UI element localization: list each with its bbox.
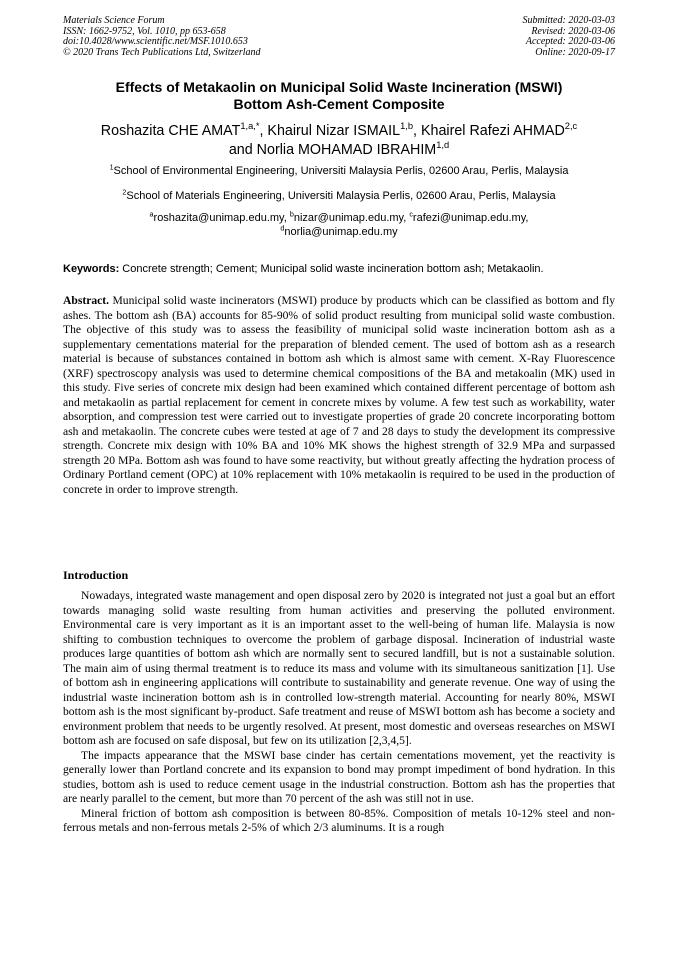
journal-doi: doi:10.4028/www.scientific.net/MSF.1010.653 xyxy=(63,36,248,47)
affiliation-text: School of Materials Engineering, Universiti Malaysia Perlis, 02600 Arau, Perlis, Malaysia xyxy=(126,190,556,202)
title-line-1: Effects of Metakaolin on Municipal Solid Waste Incineration (MSWI) xyxy=(115,79,563,95)
author-emails xyxy=(63,211,615,239)
author-affiliation-marker: 1,a,* xyxy=(240,121,260,132)
email-marker: d xyxy=(280,224,285,233)
email-address: norlia@unimap.edu.my xyxy=(284,226,398,238)
affiliation-1 xyxy=(63,165,615,178)
author-name: Roshazita CHE AMAT xyxy=(100,123,241,139)
keywords-label: Keywords: xyxy=(63,263,120,275)
email-line-2 xyxy=(63,225,615,239)
email-marker: c xyxy=(409,210,413,219)
affiliation-marker: 1 xyxy=(109,163,114,172)
abstract-text: Municipal solid waste incinerators (MSWI) produce by products which can be classified as bottom and fly ashes. The bottom ash (BA) accounts for 85-90% of solid product resulting from municipal solid waste combustion. The objective of this study was to assess the feasibility of municipal solid waste incineration bottom ash as a supplementary cementations material for the preparation of blended cement. The used of bottom ash as a research material is because of substances contained in bottom ash which is almost same with cement. X-Ray Fluorescence (XRF) spectroscopy analysis was used to determine chemical compositions of the BA and metakoalin (MK) used in this study. Five series of concrete mix design had been examined which contained different percentage of bottom ash and metakaolin as partial replacement for cement in concrete mixes by volume. A few test such as workability, water absorption, and compression test were carried out to investigate properties of grade 20 concrete incorporating bottom ash and metakaolin. The concrete cubes were tested at age of 7 and 28 days to study the development its compressive strength. Concrete mix design with 10% BA and 10% MK shows the highest strength of 32.9 MPa and surpassed strength 20 MPa. Bottom ash was found to have some reactivity, but without greatly affecting the hydration process of Ordinary Portland cement (OPC) at 10% replacement with 10% metakaolin is required to be used in the production of concrete in order to improve strength. xyxy=(63,294,615,496)
author-line-1 xyxy=(63,122,615,141)
email-address: nizar@unimap.edu.my, xyxy=(293,212,410,224)
paragraph: The impacts appearance that the MSWI base cinder has certain cementations movement, yet the reactivity is generally lower than Portland concrete and its expansion to bond may prompt impediment of bond hydration. In this studies, bottom ash is used to reduce cement usage in the industrial construction. Bottom ash has the properties that are nearly parallel to the cement, but more than 70 percent of the ash was still not in use. xyxy=(63,748,615,805)
section-heading-introduction: Introduction xyxy=(63,568,129,582)
journal-name: Materials Science Forum xyxy=(63,15,165,26)
keywords-text: Concrete strength; Cement; Municipal solid waste incineration bottom ash; Metakaolin. xyxy=(119,263,544,275)
date-submitted: Submitted: 2020-03-03 xyxy=(522,15,615,26)
date-online: Online: 2020-09-17 xyxy=(535,46,615,58)
paragraph: Nowadays, integrated waste management and open disposal zero by 2020 is integrated not just a goal but an effort towards managing solid waste resulting from human activities and preserving the polluted environment. Environmental care is very important as it is an important asset to the well-being of human life. Malaysia is now shifting to combustion techniques to overcome the problem of garbage disposal. Incineration of industrial waste produces large quantities of bottom ash which are normally sent to secured landfill, but is not a sustainable solution. The main aim of using thermal treatment is to reduce its mass and volume with its simultaneous sanitization [1]. Use of bottom ash in engineering applications will contribute to sustainability and generate revenue. One way of using the industrial waste incineration bottom ash is in controlled low-strength material. Accounting for nearly 80%, MSWI bottom ash is the most significant by-product. Safe treatment and reuse of MSWI bottom ash has become a society and environment problem that needs to be urgently resolved. At present, most domestic and overseas researches on MSWI bottom ash are focused on safe disposal, but few on its utilization [2,3,4,5]. xyxy=(63,589,615,747)
introduction-body xyxy=(63,589,615,836)
author-name: Khairul Nizar ISMAIL xyxy=(267,123,401,139)
email-marker: b xyxy=(289,210,294,219)
email-address: rafezi@unimap.edu.my, xyxy=(412,212,529,224)
email-address: roshazita@unimap.edu.my, xyxy=(153,212,290,224)
email-line-1 xyxy=(63,211,615,225)
abstract-label: Abstract. xyxy=(63,294,110,307)
author-separator: , xyxy=(259,123,268,139)
author-name: and Norlia MOHAMAD IBRAHIM xyxy=(228,142,437,158)
paper-title xyxy=(63,79,615,113)
author-name: Khairel Rafezi AHMAD xyxy=(420,123,565,139)
journal-info xyxy=(63,16,261,58)
author-affiliation-marker: 2,c xyxy=(564,121,578,132)
author-affiliation-marker: 1,d xyxy=(436,140,450,151)
keywords xyxy=(63,262,615,276)
author-line-2 xyxy=(63,141,615,160)
date-accepted: Accepted: 2020-03-06 xyxy=(525,36,615,47)
affiliation-marker: 2 xyxy=(122,188,127,197)
email-marker: a xyxy=(149,210,154,219)
affiliation-2 xyxy=(63,190,615,203)
author-affiliation-marker: 1,b xyxy=(400,121,414,132)
date-revised: Revised: 2020-03-06 xyxy=(531,25,615,37)
title-line-2: Bottom Ash-Cement Composite xyxy=(233,96,445,112)
journal-copyright: © 2020 Trans Tech Publications Ltd, Switzerland xyxy=(63,46,261,58)
abstract xyxy=(63,294,615,497)
journal-issn: ISSN: 1662-9752, Vol. 1010, pp 653-658 xyxy=(63,25,226,37)
author-list xyxy=(63,122,615,160)
submission-dates xyxy=(523,16,616,58)
affiliation-text: School of Environmental Engineering, Universiti Malaysia Perlis, 02600 Arau, Perlis, Malaysia xyxy=(113,165,569,177)
author-separator: , xyxy=(413,123,421,139)
paragraph: Mineral friction of bottom ash composition is between 80-85%. Composition of metals 10-12% steel and non-ferrous metals and non-ferrous metals 2-5% of which 2/3 aluminums. It is a rough xyxy=(63,806,615,834)
